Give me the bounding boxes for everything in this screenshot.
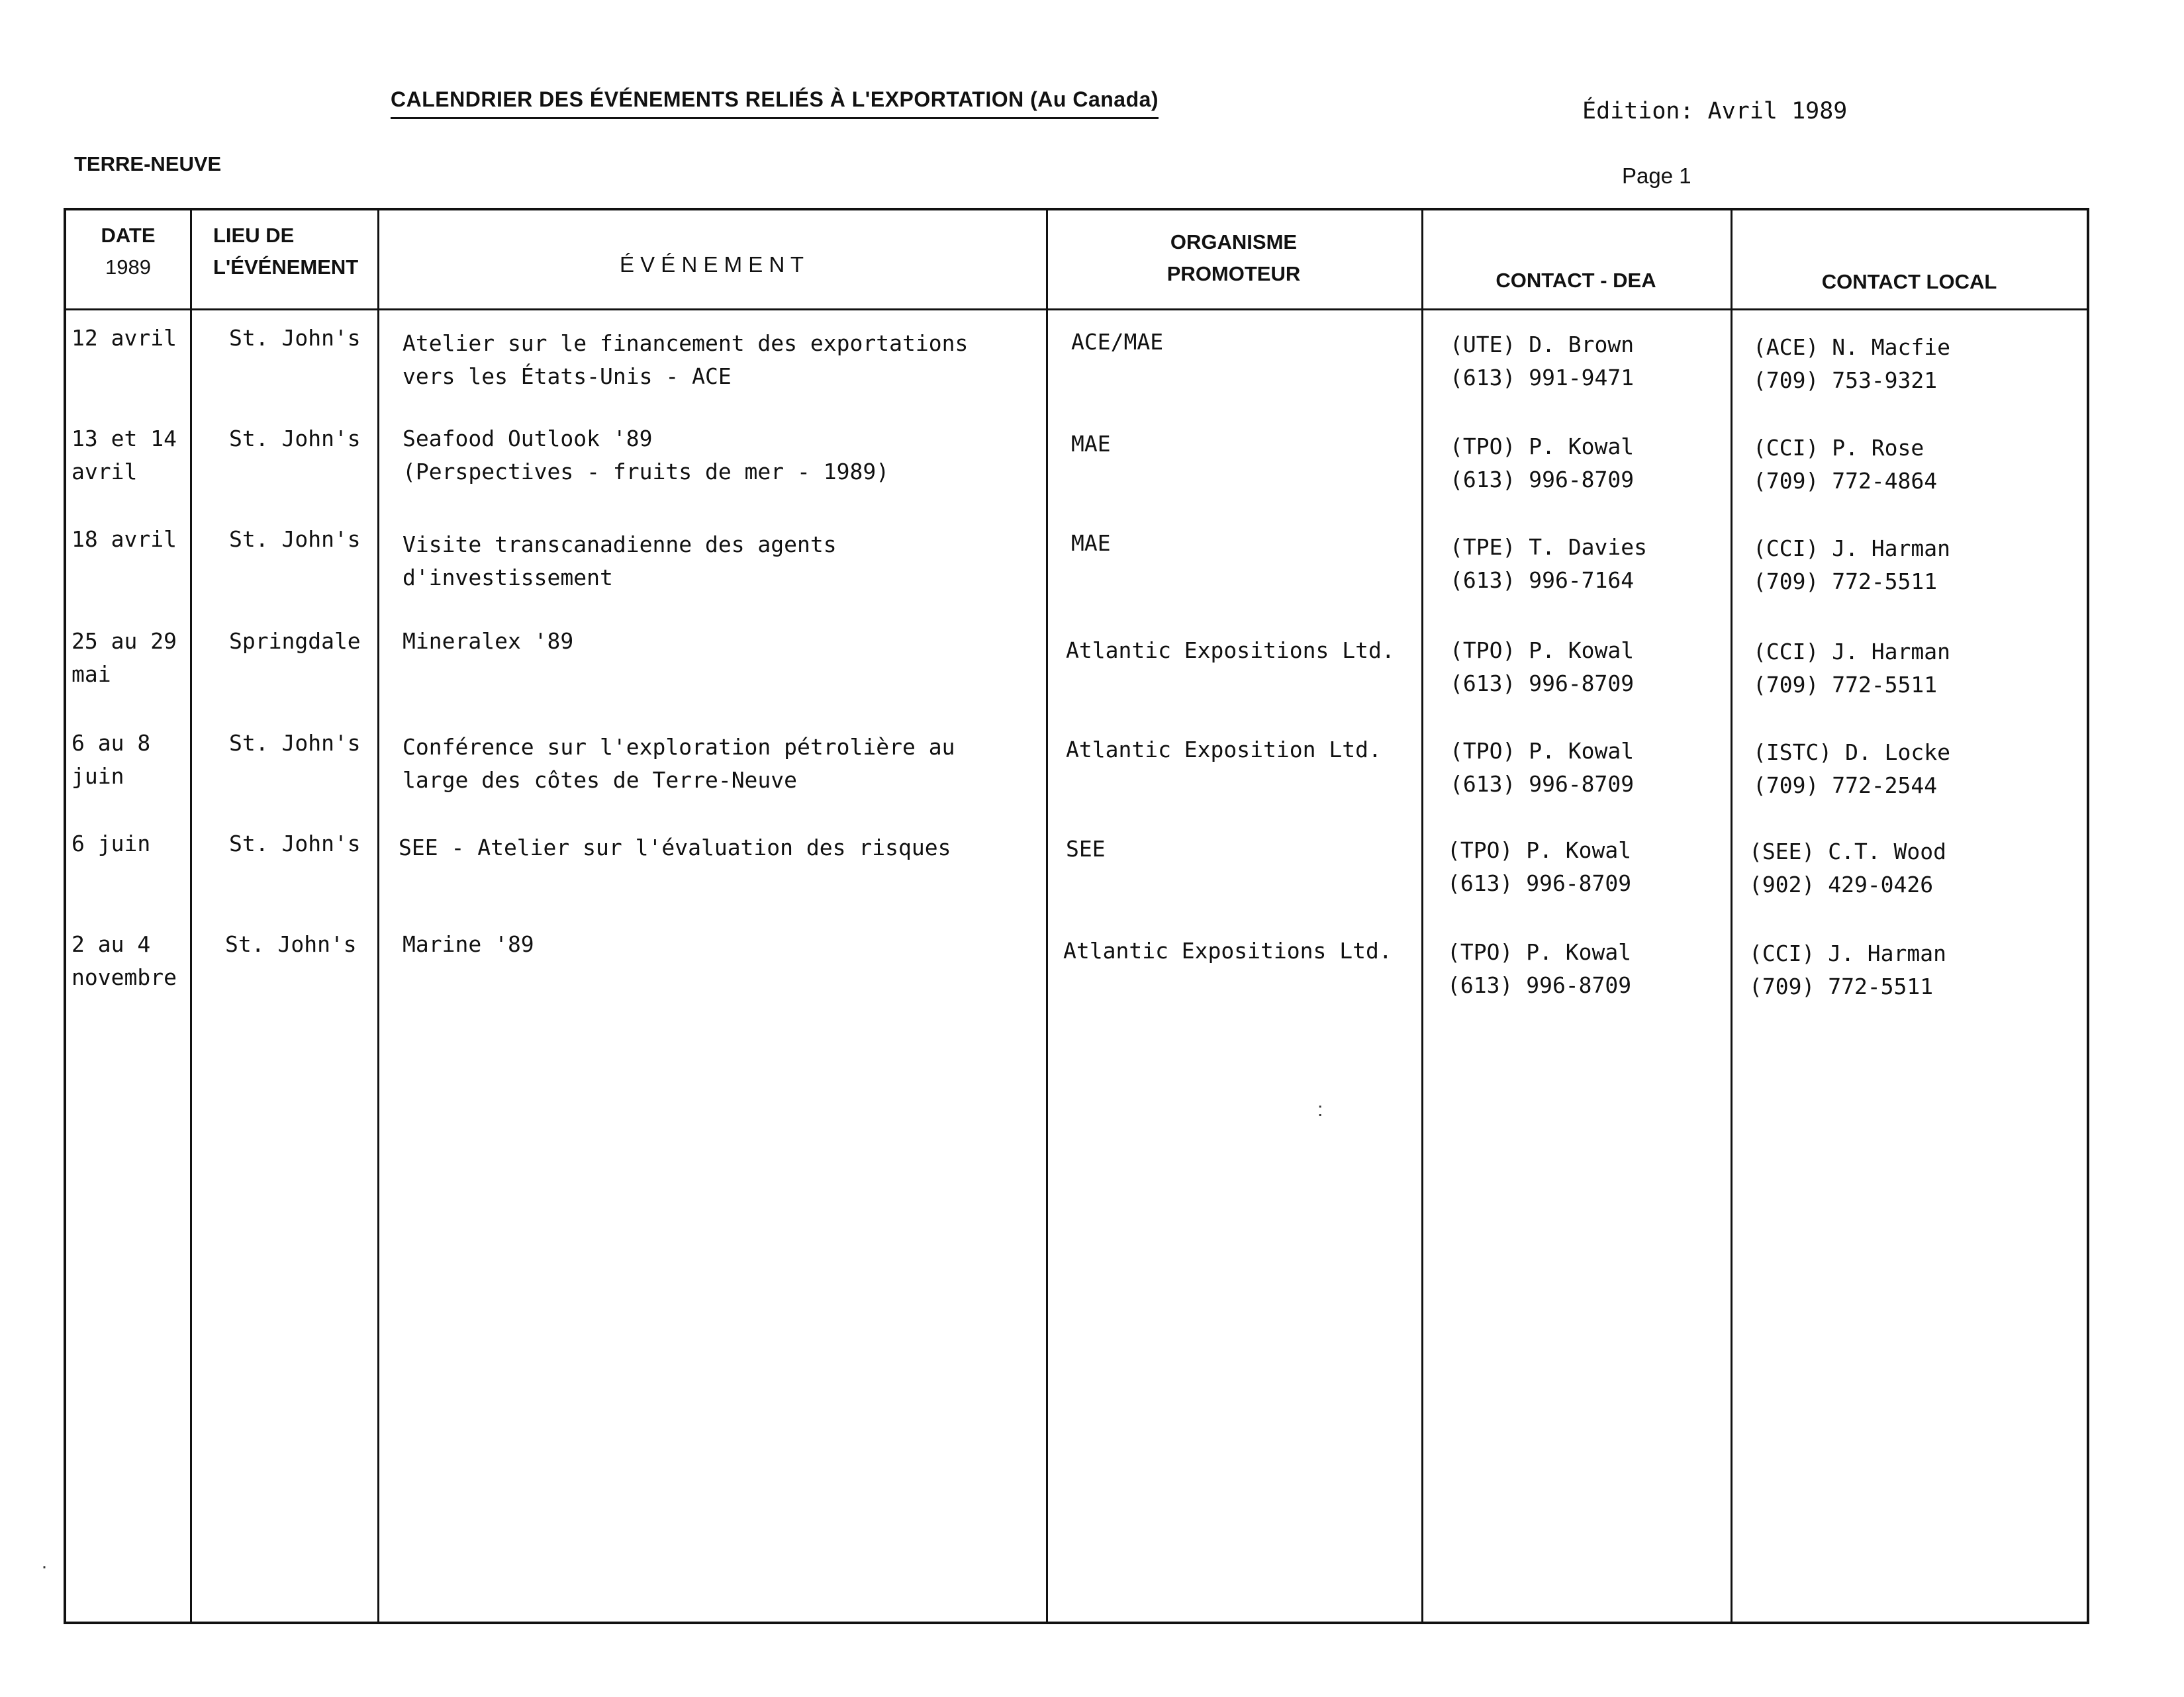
column-divider (190, 210, 192, 1622)
cell-contact-dea: (TPO) P. Kowal (613) 996-8709 (1450, 434, 1635, 492)
cell-date: 6 au 8 juin (71, 730, 151, 789)
cell-contact-dea: (UTE) D. Brown (613) 991-9471 (1450, 332, 1635, 390)
cell-evenement: Seafood Outlook '89 (Perspectives - fruits de mer - 1989) (403, 426, 890, 484)
cell-contact-local: (CCI) P. Rose (709) 772-4864 (1753, 435, 1938, 494)
column-divider (1046, 210, 1048, 1622)
cell-organisme: MAE (1071, 530, 1111, 556)
column-divider (377, 210, 379, 1622)
cell-lieu: St. John's (225, 931, 357, 957)
cell-contact-dea: (TPE) T. Davies (613) 996-7164 (1450, 534, 1648, 593)
events-table (64, 208, 2089, 1624)
cell-lieu: St. John's (229, 831, 361, 856)
header-date: DATE 1989 (101, 224, 156, 279)
cell-organisme: MAE (1071, 431, 1111, 457)
cell-date: 18 avril (71, 526, 177, 552)
header-contact-dea: CONTACT - DEA (1496, 269, 1656, 292)
cell-date: 25 au 29 mai (71, 628, 177, 687)
cell-contact-dea: (TPO) P. Kowal (613) 996-8709 (1450, 637, 1635, 696)
edition-date: Édition: Avril 1989 (1582, 98, 1848, 124)
cell-lieu: St. John's (229, 730, 361, 756)
cell-organisme: ACE/MAE (1071, 329, 1164, 355)
cell-evenement: Atelier sur le financement des exportations vers les États-Unis - ACE (403, 330, 969, 389)
scan-speck: · (41, 1555, 48, 1577)
cell-contact-local: (CCI) J. Harman (709) 772-5511 (1753, 535, 1951, 594)
header-lieu: LIEU DE L'ÉVÉNEMENT (213, 224, 359, 279)
cell-contact-local: (ACE) N. Macfie (709) 753-9321 (1753, 334, 1951, 393)
cell-lieu: St. John's (229, 526, 361, 552)
cell-evenement: Visite transcanadienne des agents d'investissement (403, 531, 837, 590)
cell-lieu: St. John's (229, 325, 361, 351)
cell-evenement: SEE - Atelier sur l'évaluation des risques (399, 835, 951, 860)
header-contact-local: CONTACT LOCAL (1821, 270, 1997, 293)
cell-lieu: St. John's (229, 426, 361, 451)
cell-evenement: Mineralex '89 (403, 628, 574, 654)
cell-organisme: Atlantic Exposition Ltd. (1066, 737, 1382, 762)
cell-date: 12 avril (71, 325, 177, 351)
cell-contact-local: (SEE) C.T. Wood (902) 429-0426 (1749, 839, 1947, 897)
cell-date: 2 au 4 novembre (71, 931, 177, 990)
scan-speck: : (1317, 1099, 1323, 1121)
cell-evenement: Conférence sur l'exploration pétrolière au large des côtes de Terre-Neuve (403, 734, 955, 793)
cell-contact-dea: (TPO) P. Kowal (613) 996-8709 (1447, 939, 1632, 998)
cell-organisme: SEE (1066, 836, 1106, 862)
cell-lieu: Springdale (229, 628, 361, 654)
cell-contact-local: (CCI) J. Harman (709) 772-5511 (1749, 940, 1947, 999)
cell-contact-local: (CCI) J. Harman (709) 772-5511 (1753, 639, 1951, 698)
cell-contact-dea: (TPO) P. Kowal (613) 996-8709 (1447, 837, 1632, 896)
cell-contact-dea: (TPO) P. Kowal (613) 996-8709 (1450, 738, 1635, 797)
cell-date: 13 et 14 avril (71, 426, 177, 484)
page-number: Page 1 (1622, 163, 1691, 188)
cell-date: 6 juin (71, 831, 151, 856)
cell-organisme: Atlantic Expositions Ltd. (1063, 938, 1392, 964)
header-divider (66, 308, 2087, 310)
header-evenement: É V É N E M E N T (619, 252, 804, 277)
header-organisme: ORGANISME PROMOTEUR (1166, 230, 1301, 285)
column-divider (1421, 210, 1423, 1622)
cell-evenement: Marine '89 (403, 931, 534, 957)
cell-organisme: Atlantic Expositions Ltd. (1066, 637, 1395, 663)
province-label: TERRE-NEUVE (74, 152, 222, 175)
column-divider (1731, 210, 1733, 1622)
cell-contact-local: (ISTC) D. Locke (709) 772-2544 (1753, 739, 1951, 798)
document-title: CALENDRIER DES ÉVÉNEMENTS RELIÉS À L'EXPORTATION (Au Canada) (391, 87, 1159, 119)
